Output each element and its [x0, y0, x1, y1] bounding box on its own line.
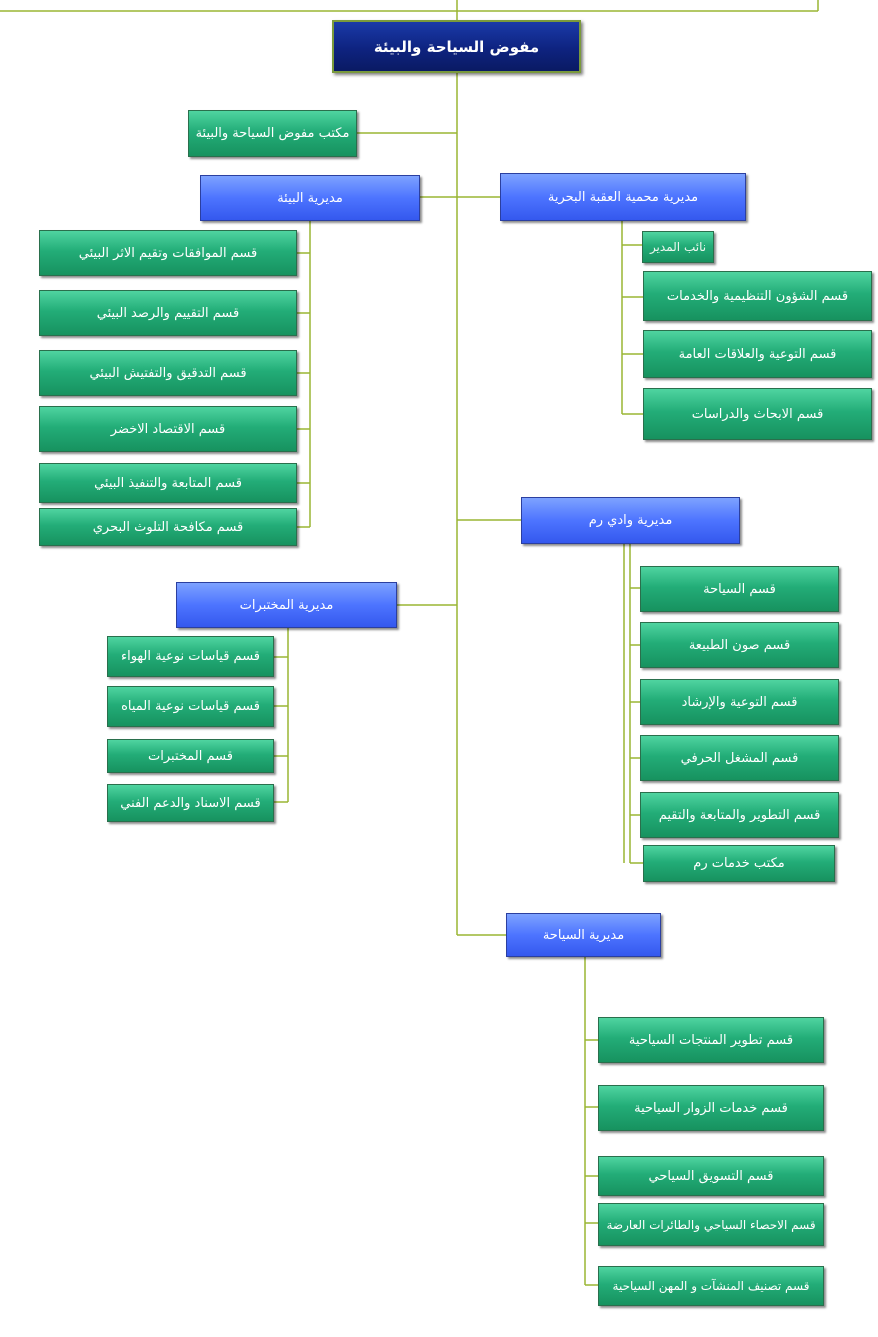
- node-aqaba-deputy: نائب المدير: [642, 231, 714, 263]
- node-aqaba-unit-1: قسم الشؤون التنظيمية والخدمات: [643, 271, 872, 321]
- node-tourism-unit-5: قسم تصنيف المنشآت و المهن السياحية: [598, 1266, 824, 1306]
- node-env-unit-5: قسم المتابعة والتنفيذ البيئي: [39, 463, 297, 503]
- node-env-unit-1: قسم الموافقات وتقيم الاثر البيئي: [39, 230, 297, 276]
- node-env-unit-4: قسم الاقتصاد الاخضر: [39, 406, 297, 452]
- node-rum-unit-5: قسم التطوير والمتابعة والتقيم: [640, 792, 839, 838]
- node-labs-unit-3: قسم المختبرات: [107, 739, 274, 773]
- node-aqaba-unit-2: قسم التوعية والعلاقات العامة: [643, 330, 872, 378]
- node-root: مفوض السياحة والبيئة: [332, 20, 581, 73]
- node-env-unit-3: قسم التدقيق والتفتيش البيئي: [39, 350, 297, 396]
- node-labs-unit-2: قسم قياسات نوعية المياه: [107, 686, 274, 727]
- node-tourism-directorate: مديرية السياحة: [506, 913, 661, 957]
- env-child-edges: [297, 253, 310, 527]
- node-rum-unit-4: قسم المشغل الحرفي: [640, 735, 839, 781]
- node-labs-directorate: مديرية المختبرات: [176, 582, 397, 628]
- labs-child-edges: [274, 657, 288, 802]
- node-env-directorate: مديرية البيئة: [200, 175, 420, 221]
- node-rum-unit-3: قسم التوعية والإرشاد: [640, 679, 839, 725]
- node-aqaba-directorate: مديرية محمية العقبة البحرية: [500, 173, 746, 221]
- node-tourism-unit-1: قسم تطوير المنتجات السياحية: [598, 1017, 824, 1063]
- node-tourism-unit-3: قسم التسويق السياحي: [598, 1156, 824, 1196]
- node-env-unit-6: قسم مكافحة التلوث البحري: [39, 508, 297, 546]
- node-aqaba-unit-3: قسم الابحاث والدراسات: [643, 388, 872, 440]
- node-rum-unit-2: قسم صون الطبيعة: [640, 622, 839, 668]
- top-frame-edge: [0, 0, 818, 11]
- node-labs-unit-4: قسم الاسناد والدعم الفني: [107, 784, 274, 822]
- node-rum-unit-6: مكتب خدمات رم: [643, 845, 835, 882]
- node-tourism-unit-4: قسم الاحصاء السياحي والطائرات العارضة: [598, 1203, 824, 1246]
- node-tourism-unit-2: قسم خدمات الزوار السياحية: [598, 1085, 824, 1131]
- node-office: مكتب مفوض السياحة والبيئة: [188, 110, 357, 157]
- tourism-child-edges: [585, 1040, 598, 1285]
- rum-spine: [624, 544, 630, 863]
- node-labs-unit-1: قسم قياسات نوعية الهواء: [107, 636, 274, 677]
- node-env-unit-2: قسم التقييم والرصد البيئي: [39, 290, 297, 336]
- node-rum-directorate: مديرية وادي رم: [521, 497, 740, 544]
- aqaba-child-edges: [622, 245, 643, 414]
- node-rum-unit-1: قسم السياحة: [640, 566, 839, 612]
